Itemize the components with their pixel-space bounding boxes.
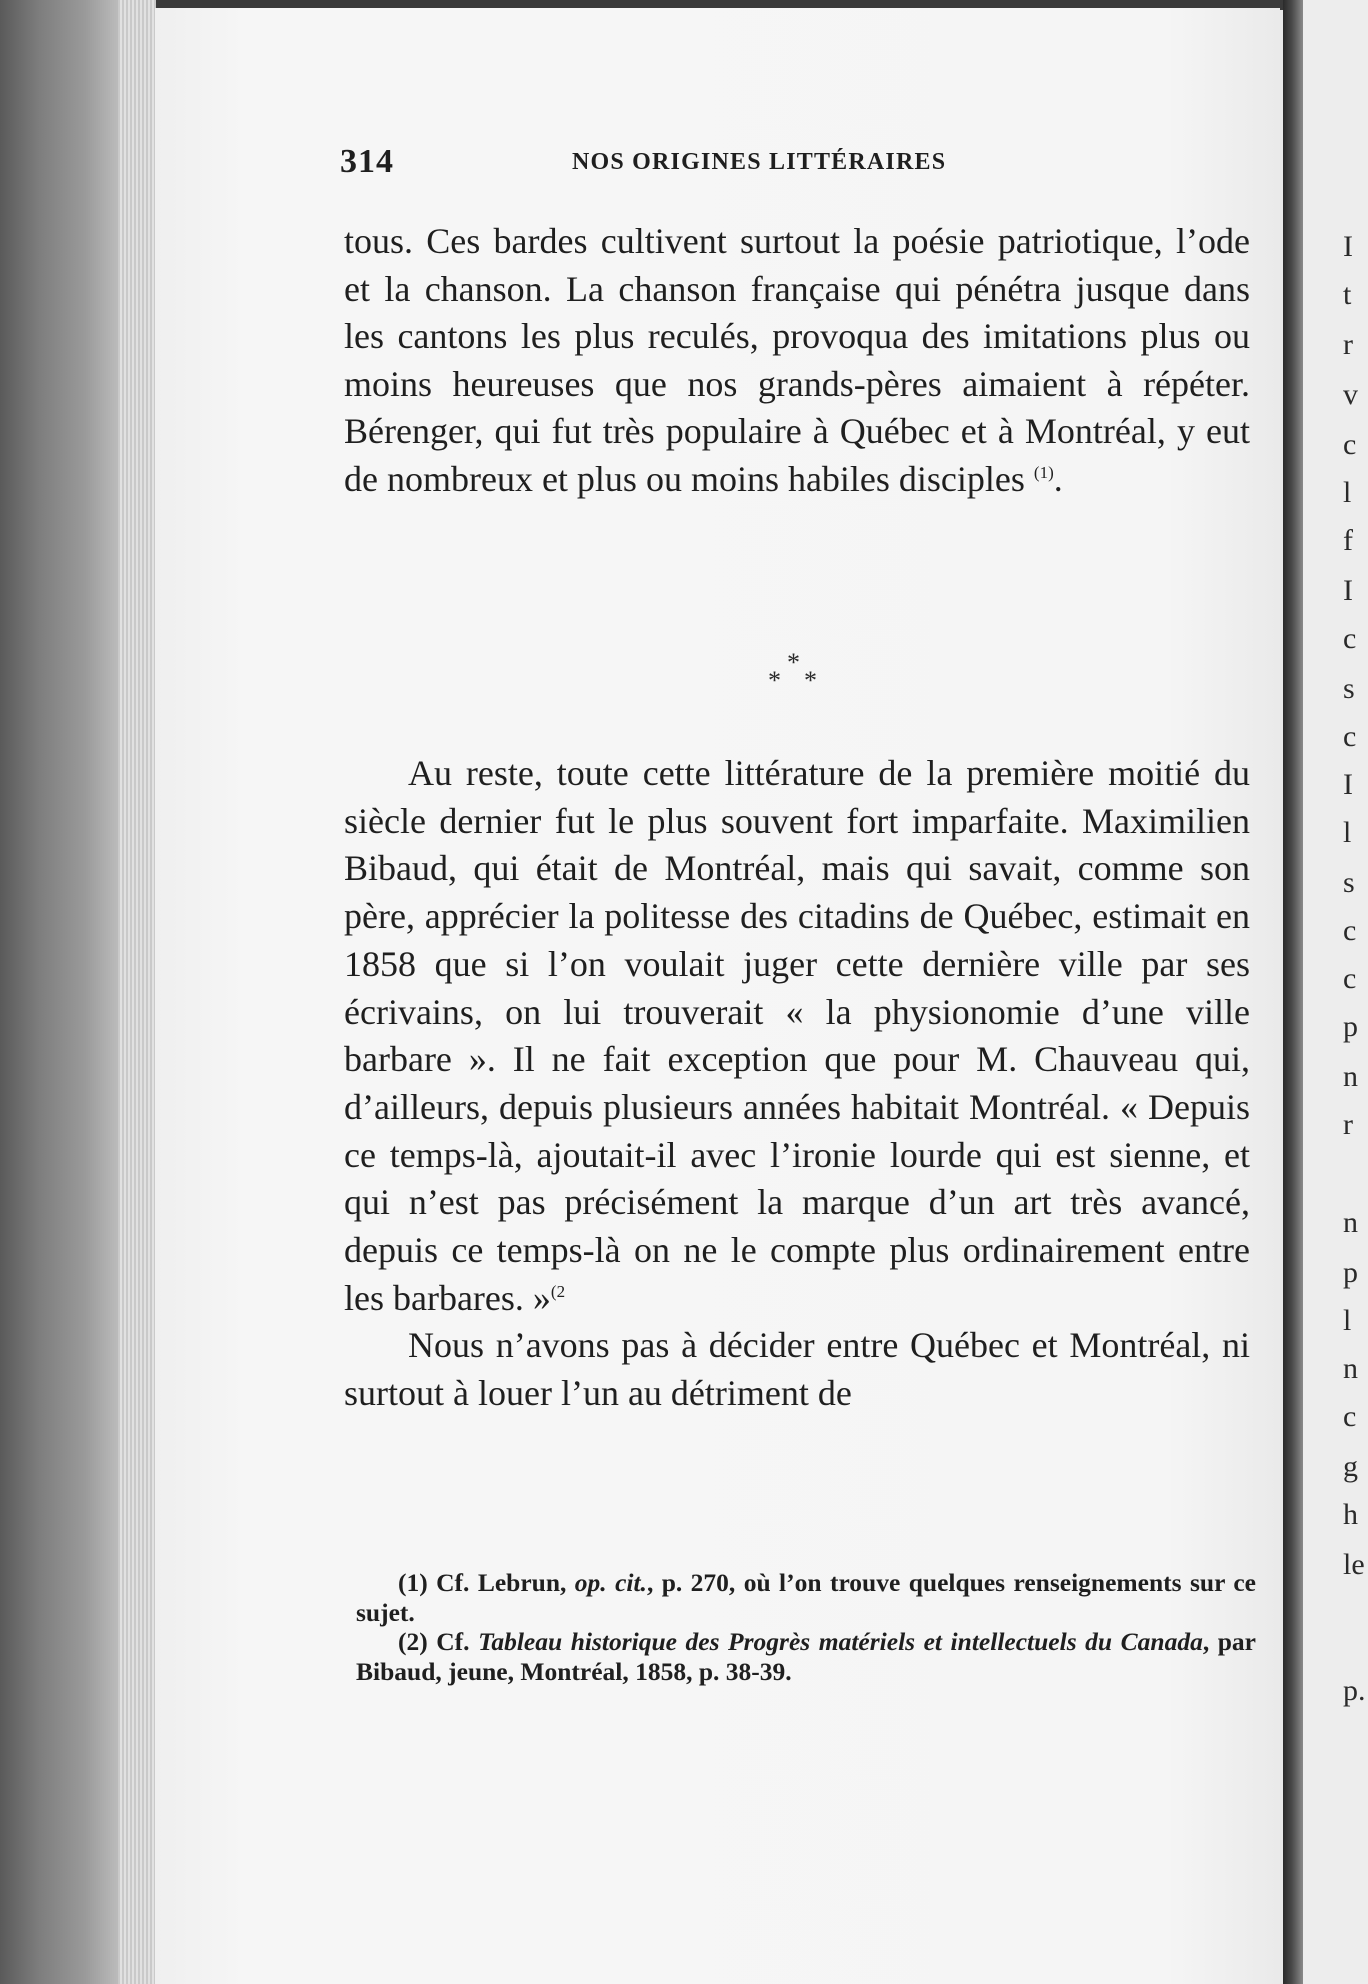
facing-page-letter: f	[1343, 524, 1353, 557]
paragraph-1-end: .	[1053, 458, 1063, 499]
facing-page-letter: r	[1343, 328, 1353, 361]
body-text-second	[344, 750, 1250, 1418]
footnote-ref-1: (1)	[1033, 462, 1054, 482]
footnote-1-prefix: (1) Cf. Lebrun,	[398, 1568, 575, 1597]
facing-page-letter: g	[1343, 1450, 1358, 1483]
paragraph-3-text: Nous n’avons pas à décider entre Québec et Montréal, ni surtout à louer l’un au détriment de	[344, 1325, 1250, 1414]
facing-page-letter: p.	[1343, 1674, 1366, 1707]
facing-page-letter: r	[1343, 1108, 1353, 1141]
facing-page-letter: le	[1343, 1548, 1365, 1581]
facing-page-letter: t	[1343, 278, 1352, 311]
footnote-2	[356, 1627, 1256, 1686]
footnote-1-italic: op. cit.	[574, 1568, 647, 1597]
paragraph-2-text: Au reste, toute cette littérature de la première moitié du siècle dernier fut le plus souvent fort imparfaite. Maximilien Bibaud, qui était de Montréal, mais qui savait, comme son père, apprécier la politesse des citadins de Québec, estimait en 1858 que si l’on voulait juger cette dernière ville par ses écrivains, on lui trouverait « la physionomie d’une ville barbare ». Il ne fait exception que pour M. Chauveau qui, d’ailleurs, depuis plusieurs années habitait Montréal. « Depuis ce temps-là, ajoutait-il avec l’ironie lourde qui est sienne, et qui n’est pas précisément la marque d’un art très avancé, depuis ce temps-là on ne le compte plus ordinairement entre les barbares. »	[344, 753, 1250, 1318]
facing-page-letter: n	[1343, 1352, 1358, 1385]
facing-page-letter: p	[1343, 1010, 1358, 1043]
facing-page-letter: l	[1343, 816, 1352, 849]
book-gutter	[1283, 0, 1303, 1984]
facing-page-letter: c	[1343, 622, 1357, 655]
facing-page-letter: c	[1343, 428, 1357, 461]
facing-page-letter: n	[1343, 1060, 1358, 1093]
facing-page-letter: l	[1343, 476, 1352, 509]
asterisk: *	[768, 666, 781, 695]
asterisk: *	[804, 666, 817, 695]
footnotes	[356, 1568, 1256, 1686]
facing-page-letter: c	[1343, 1400, 1357, 1433]
facing-page-letter: c	[1343, 962, 1357, 995]
running-title: NOS ORIGINES LITTÉRAIRES	[572, 149, 947, 175]
body-text-first	[344, 218, 1250, 503]
page-edges	[118, 0, 156, 1984]
footnote-2-suffix: , par Bibaud, jeune, Montréal, 1858, p. 38-39.	[356, 1627, 1256, 1686]
page-number: 314	[340, 143, 394, 180]
facing-page-letter: p	[1343, 1256, 1358, 1289]
paragraph-1-text: tous. Ces bardes cultivent surtout la poésie patriotique, l’ode et la chanson. La chanson française qui pénétra jusque dans les cantons les plus reculés, provoqua des imitations plus ou moins heureuses que nos grands-pères aimaient à répéter. Bérenger, qui fut très populaire à Québec et à Montréal, y eut de nombreux et plus ou moins habiles disciples	[344, 221, 1250, 499]
asterism-separator	[768, 648, 828, 698]
facing-page-letter: l	[1343, 1304, 1352, 1337]
paragraph-2	[344, 750, 1250, 1322]
facing-page-letter: h	[1343, 1498, 1358, 1531]
footnote-1-suffix: , p. 270, où l’on trouve quelques renseignements sur ce sujet.	[356, 1568, 1256, 1627]
facing-page-letter: c	[1343, 914, 1357, 947]
facing-page-letter: n	[1343, 1206, 1358, 1239]
facing-page-letter: s	[1343, 866, 1355, 899]
paragraph-1	[344, 218, 1250, 503]
facing-page-letter: c	[1343, 720, 1357, 753]
footnote-2-italic: Tableau historique des Progrès matériels et intellectuels du Canada	[478, 1627, 1203, 1656]
footnote-1	[356, 1568, 1256, 1627]
facing-page-letter: I	[1343, 230, 1353, 263]
paragraph-3	[344, 1322, 1250, 1417]
facing-page-letter: v	[1343, 378, 1358, 411]
footnote-ref-2: (2	[550, 1281, 566, 1301]
footnote-2-prefix: (2) Cf.	[398, 1627, 479, 1656]
facing-page-edge-text	[1343, 0, 1368, 1984]
facing-page-letter: s	[1343, 672, 1355, 705]
facing-page-letter: I	[1343, 768, 1353, 801]
facing-page-letter: I	[1343, 574, 1353, 607]
asterisk: *	[787, 648, 800, 677]
page-header	[340, 143, 1260, 183]
